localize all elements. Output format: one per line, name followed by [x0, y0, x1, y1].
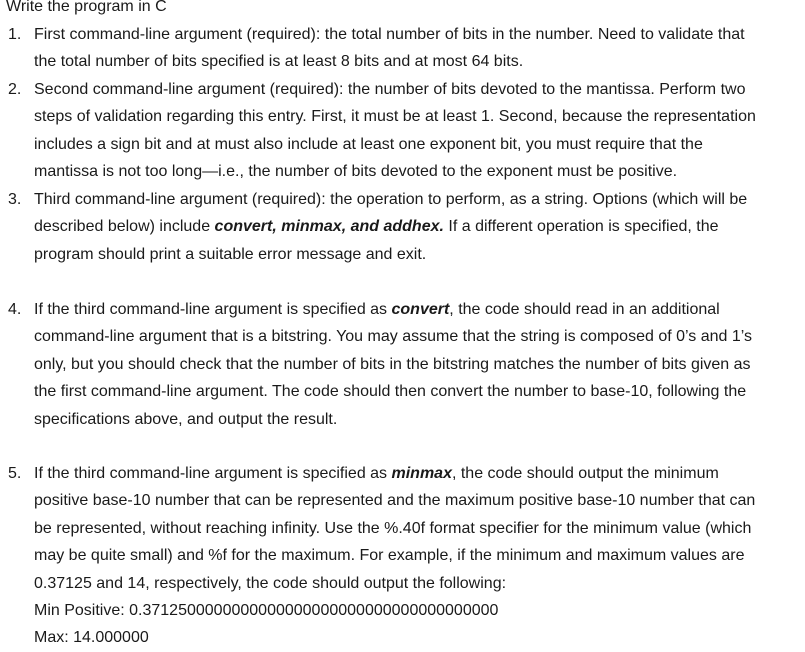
list-item-line: Second command-line argument (required): the number of bits devoted to the mantissa. Perform two: [34, 81, 746, 98]
list-number-5: 5.: [8, 465, 22, 482]
list-item-4: [34, 296, 805, 433]
text-run: described below) include: [34, 218, 215, 236]
list-item-line: First command-line argument (required): the total number of bits in the number. Need to validate that: [34, 26, 745, 43]
text-run: If the third command-line argument is specified as: [34, 301, 392, 318]
list-number-2: 2.: [8, 81, 22, 98]
list-item-line: the total number of bits specified is at least 8 bits and at most 64 bits.: [34, 53, 524, 71]
text-run: If a different operation is specified, the: [443, 218, 719, 236]
list-item-line: [34, 213, 805, 240]
list-item-line: steps of validation regarding this entry. First, it must be at least 1. Second, because the representation: [34, 108, 756, 126]
list-item-5: [34, 460, 805, 652]
list-number-3: 3.: [8, 191, 22, 208]
operation-options-emphasis: convert, minmax, and addhex.: [214, 218, 444, 236]
convert-emphasis: convert: [391, 301, 450, 318]
list-item-line: 0.37125 and 14, respectively, the code should output the following:: [34, 574, 507, 592]
list-item-2: [34, 76, 805, 186]
text-run: , the code should output the minimum: [451, 465, 719, 482]
list-item-line: program should print a suitable error message and exit.: [34, 245, 427, 263]
list-item-line: the first command-line argument. The code should then convert the number to base-10, following the: [34, 383, 747, 401]
list-item-line: positive base-10 number that can be represented and the maximum positive base-10 number that can: [34, 492, 756, 510]
list-item-line: may be quite small) and %f for the maximum. For example, if the minimum and maximum values are: [34, 547, 745, 565]
minmax-emphasis: minmax: [391, 465, 452, 482]
text-run: If the third command-line argument is specified as: [34, 465, 392, 482]
list-item-line: [34, 296, 805, 323]
example-output-max: Max: 14.000000: [34, 629, 149, 647]
list-item-line: mantissa is not too long—i.e., the number of bits devoted to the exponent must be positive.: [34, 163, 678, 181]
list-number-4: 4.: [8, 301, 22, 318]
list-item-1: [34, 21, 805, 76]
text-run: , the code should read in an additional: [449, 301, 720, 318]
list-item-line: only, but you should check that the number of bits in the bitstring matches the number of bits given as: [34, 355, 751, 373]
list-item-line: includes a sign bit and at must also include at least one exponent bit, you must require that the: [34, 135, 703, 153]
list-item-line: specifications above, and output the result.: [34, 410, 338, 428]
list-item-line: be represented, without reaching infinity. Use the %.40f format specifier for the minimum value (which: [34, 519, 752, 537]
example-output-min: Min Positive: 0.3712500000000000000000000000000000000000: [34, 602, 499, 620]
list-item-line: [34, 460, 805, 487]
document-title: Write the program in C: [6, 0, 167, 15]
list-item-line: command-line argument that is a bitstring. You may assume that the string is composed of 0’s and 1’s: [34, 328, 753, 346]
list-item-line: Third command-line argument (required): the operation to perform, as a string. Options (which will be: [34, 191, 748, 208]
list-number-1: 1.: [8, 26, 22, 43]
list-item-3: [34, 186, 805, 268]
